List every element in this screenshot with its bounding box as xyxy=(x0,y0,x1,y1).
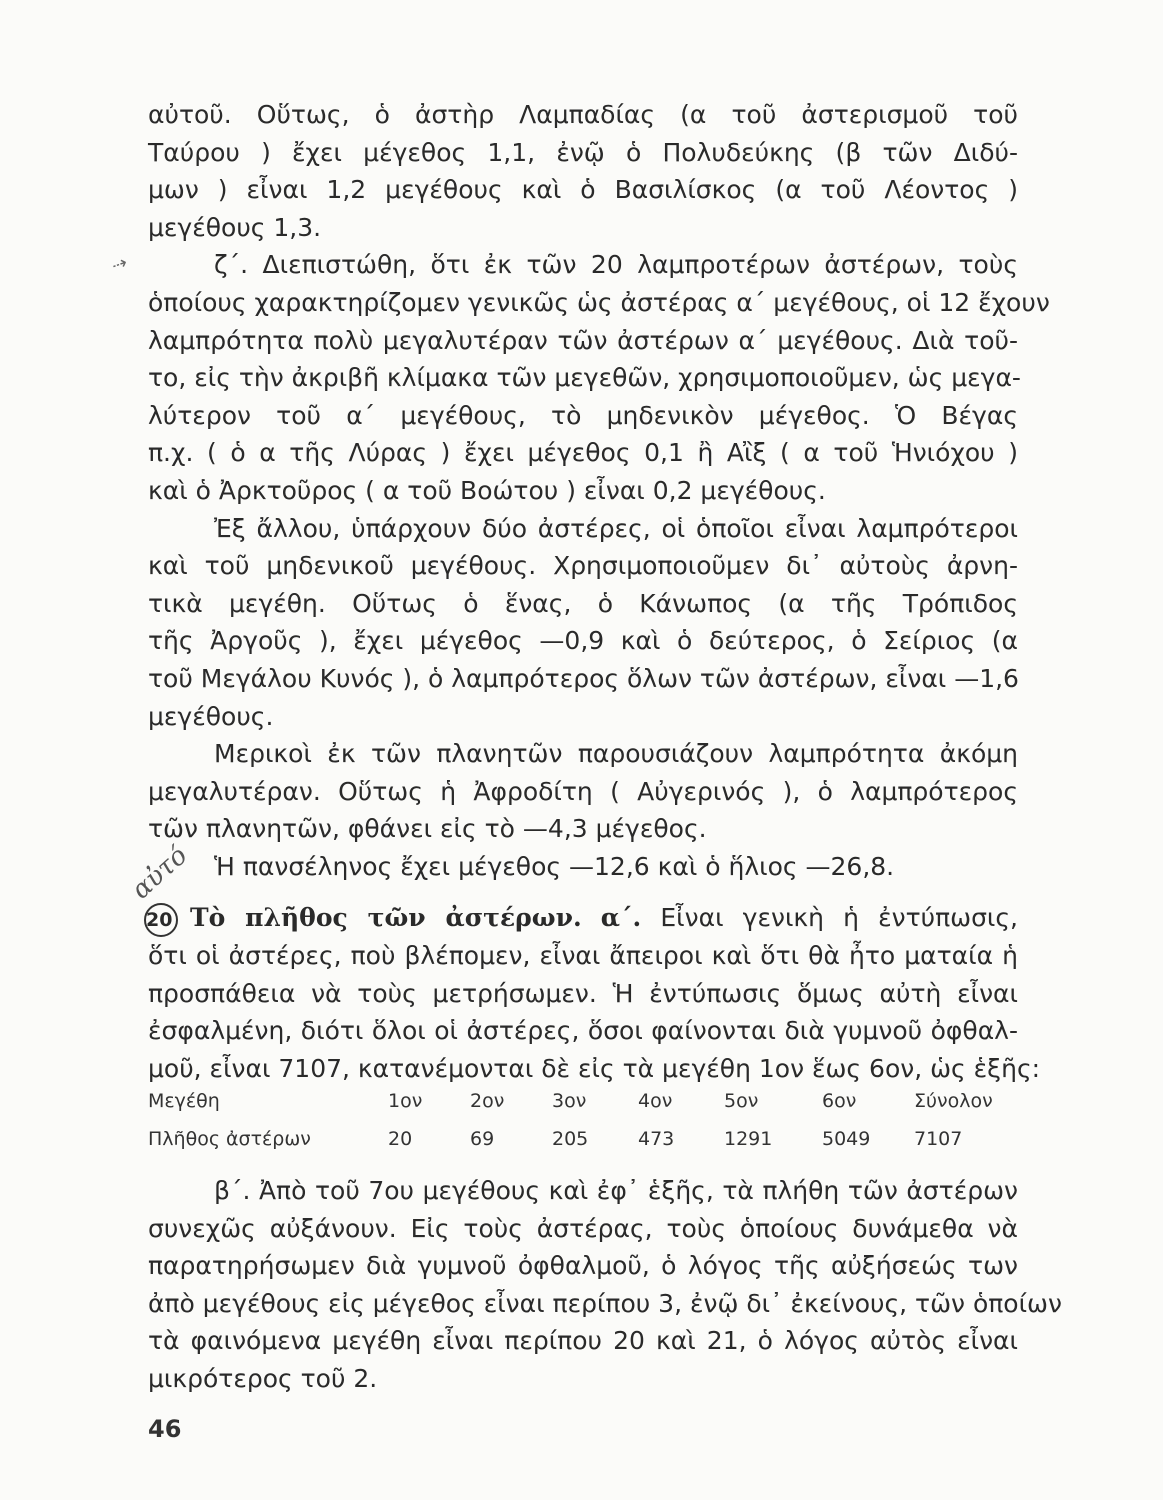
text-line: μεγαλυτέραν. Οὕτως ἡ Ἀφροδίτη ( Αὐγερινός ), ὁ λαμπρότερος xyxy=(148,776,1018,806)
text-line: μοῦ, εἶναι 7107, κατανέμονται δὲ εἰς τὰ μεγέθη 1ον ἕως 6ον, ὡς ἑξῆς: xyxy=(148,1053,1041,1083)
text-line: μικρότερος τοῦ 2. xyxy=(148,1363,378,1393)
text-line: Ἡ πανσέληνος ἔχει μέγεθος —12,6 καὶ ὁ ἥλιος —26,8. xyxy=(214,851,895,881)
table-cell: 473 xyxy=(638,1128,675,1150)
magnitude-count-table xyxy=(148,1082,993,1158)
text-line: τῶν πλανητῶν, φθάνει εἰς τὸ —4,3 μέγεθος. xyxy=(148,814,707,844)
table-cell: 205 xyxy=(552,1128,589,1150)
table-cell: 1ον xyxy=(388,1090,423,1112)
section-title: Τὸ πλῆθος τῶν ἀστέρων. xyxy=(190,903,582,933)
text-line: τὰ φαινόμενα μεγέθη εἶναι περίπου 20 καὶ 21, ὁ λόγος αὐτὸς εἶναι xyxy=(148,1326,1018,1356)
text-line: παρατηρήσωμεν διὰ γυμνοῦ ὀφθαλμοῦ, ὁ λόγος τῆς αὐξήσεώς των xyxy=(148,1251,1018,1281)
text-line: καὶ ὁ Ἀρκτοῦρος ( α τοῦ Βοώτου ) εἶναι 0,2 μεγέθους. xyxy=(148,475,826,505)
page-number: 46 xyxy=(148,1415,182,1443)
text-line: τικὰ μεγέθη. Οὕτως ὁ ἕνας, ὁ Κάνωπος (α τῆς Τρόπιδος xyxy=(148,588,1018,618)
table-cell: 2ον xyxy=(470,1090,505,1112)
margin-arrow-mark: ⇢ xyxy=(108,252,131,277)
text-line: λαμπρότητα πολὺ μεγαλυτέραν τῶν ἀστέρων α΄ μεγέθους. Διὰ τοῦ- xyxy=(148,325,1018,355)
table-cell: 69 xyxy=(470,1128,495,1150)
text-line: Ταύρου ) ἔχει μέγεθος 1,1, ἐνῷ ὁ Πολυδεύκης (β τῶν Διδύ- xyxy=(148,137,1018,167)
table-cell: 3ον xyxy=(552,1090,587,1112)
table-row xyxy=(148,1120,993,1158)
table-cell: 7107 xyxy=(914,1128,963,1150)
table-cell: 5049 xyxy=(822,1128,871,1150)
text-line: αὐτοῦ. Οὕτως, ὁ ἀστὴρ Λαμπαδίας (α τοῦ ἀστερισμοῦ τοῦ xyxy=(148,100,1018,129)
handwritten-margin-note: αὐτό xyxy=(126,840,194,906)
text-line: β΄. Ἀπὸ τοῦ 7ου μεγέθους καὶ ἐφ᾿ ἑξῆς, τὰ πλήθη τῶν ἀστέρων xyxy=(214,1176,1018,1205)
section-first-line: Εἶναι γενικὴ ἡ ἐντύπωσις, xyxy=(660,903,1019,933)
text-line: καὶ τοῦ μηδενικοῦ μεγέθους. Χρησιμοποιοῦμεν δι᾿ αὐτοὺς ἀρνη- xyxy=(148,551,1018,581)
text-line: λύτερον τοῦ α΄ μεγέθους, τὸ μηδενικὸν μέγεθος. Ὁ Βέγας xyxy=(148,400,1018,430)
text-line: τοῦ Μεγάλου Κυνός ), ὁ λαμπρότερος ὅλων τῶν ἀστέρων, εἶναι —1,6 xyxy=(148,663,1019,693)
text-line: προσπάθεια νὰ τοὺς μετρήσωμεν. Ἡ ἐντύπωσις ὅμως αὐτὴ εἶναι xyxy=(148,978,1018,1008)
table-cell: Πλῆθος ἀστέρων xyxy=(148,1128,311,1150)
table-cell: 1291 xyxy=(724,1128,773,1150)
section-number: 20 xyxy=(144,903,178,937)
text-line: συνεχῶς αὐξάνουν. Εἰς τοὺς ἀστέρας, τοὺς ὁποίους δυνάμεθα νὰ xyxy=(148,1213,1018,1243)
text-line: ὅτι οἱ ἀστέρες, ποὺ βλέπομεν, εἶναι ἄπειροι καὶ ὅτι θὰ ἦτο ματαία ἡ xyxy=(148,941,1018,971)
text-line: Ἐξ ἄλλου, ὑπάρχουν δύο ἀστέρες, οἱ ὁποῖοι εἶναι λαμπρότεροι xyxy=(214,513,1018,543)
text-line: ζ΄. Διεπιστώθη, ὅτι ἐκ τῶν 20 λαμπροτέρων ἀστέρων, τοὺς xyxy=(214,250,1018,280)
table-cell: 4ον xyxy=(638,1090,673,1112)
table-cell: 6ον xyxy=(822,1090,857,1112)
text-line: π.χ. ( ὁ α τῆς Λύρας ) ἔχει μέγεθος 0,1 ἢ Αἲξ ( α τοῦ Ἡνιόχου ) xyxy=(148,438,1018,468)
table-cell: Μεγέθη xyxy=(148,1090,220,1112)
text-line: το, εἰς τὴν ἀκριβῆ κλίμακα τῶν μεγεθῶν, χρησιμοποιοῦμεν, ὡς μεγα- xyxy=(148,363,1021,393)
text-line: ἀπὸ μεγέθους εἰς μέγεθος εἶναι περίπου 3, ἐνῷ δι᾿ ἐκείνους, τῶν ὁποίων xyxy=(148,1288,1062,1318)
text-line: ὁποίους χαρακτηρίζομεν γενικῶς ὡς ἀστέρας α΄ μεγέθους, οἱ 12 ἔχουν xyxy=(148,287,1050,317)
page-body-bottom xyxy=(148,1172,1062,1398)
text-line: μεγέθους. xyxy=(148,701,274,731)
section-subheading: α΄. xyxy=(600,903,642,933)
text-line: μεγέθους 1,3. xyxy=(148,212,322,242)
page-body-top xyxy=(146,96,1050,1087)
table-cell: Σύνολον xyxy=(914,1090,993,1112)
table-header-row xyxy=(148,1082,993,1120)
text-line: ἐσφαλμένη, διότι ὅλοι οἱ ἀστέρες, ὅσοι φαίνονται διὰ γυμνοῦ ὀφθαλ- xyxy=(148,1016,1018,1046)
text-line: Μερικοὶ ἐκ τῶν πλανητῶν παρουσιάζουν λαμπρότητα ἀκόμη xyxy=(214,739,1018,769)
table-cell: 20 xyxy=(388,1128,413,1150)
text-line: μων ) εἶναι 1,2 μεγέθους καὶ ὁ Βασιλίσκος (α τοῦ Λέοντος ) xyxy=(148,175,1018,205)
table-cell: 5ον xyxy=(724,1090,759,1112)
section-heading-line xyxy=(148,899,1018,937)
text-line: τῆς Ἀργοῦς ), ἔχει μέγεθος —0,9 καὶ ὁ δεύτερος, ὁ Σείριος (α xyxy=(148,626,1018,656)
